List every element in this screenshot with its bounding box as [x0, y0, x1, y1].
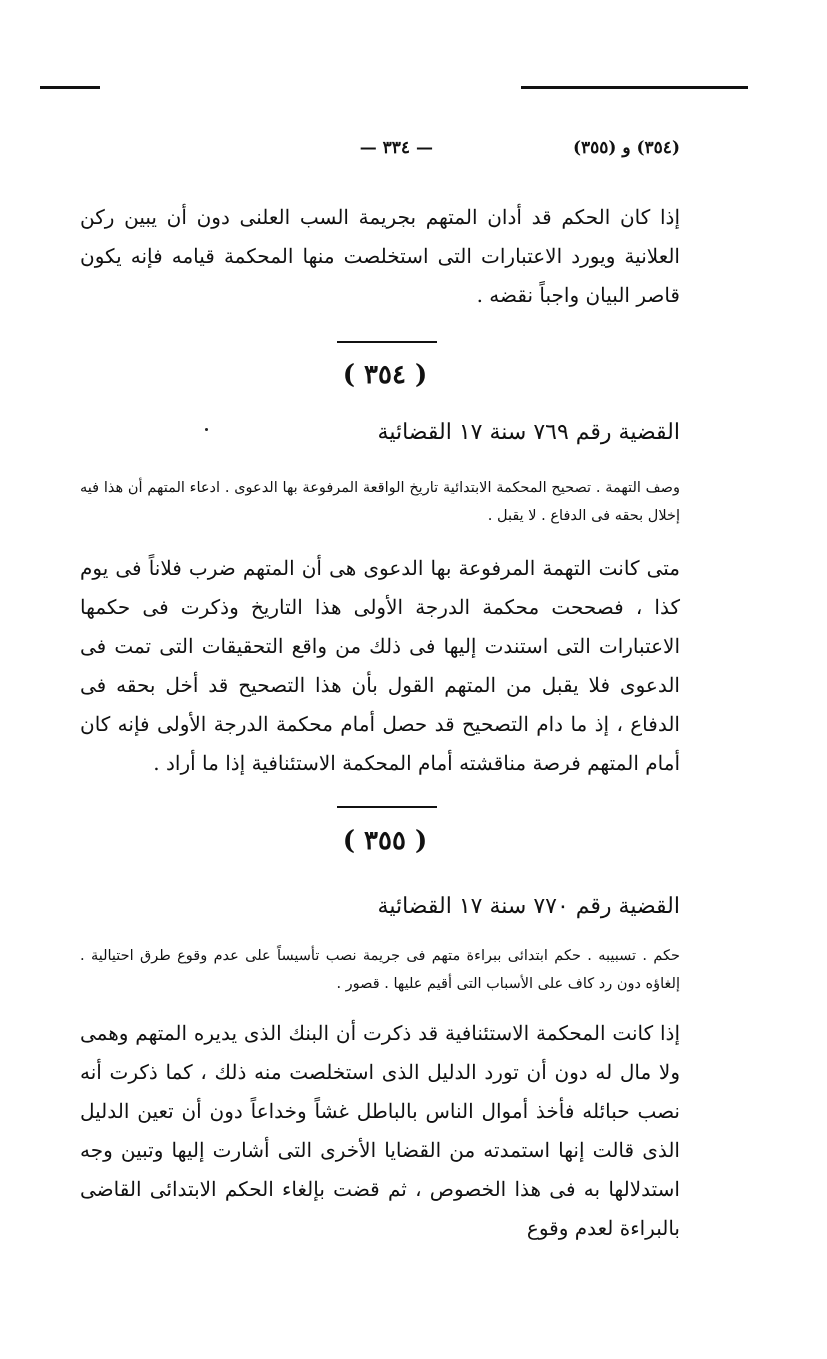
case-summary: حكم . تسبيبه . حكم ابتدائى ببراءة متهم فى جريمة نصب تأسيساً على عدم وقوع طرق احتيالية . إلغاؤه دون رد كاف على الأسباب التى أقيم عليها . قصور . — [80, 948, 680, 992]
section-number: ( ٣٥٤ ) — [342, 360, 428, 390]
top-rule-left — [40, 86, 100, 89]
section-number: ( ٣٥٥ ) — [342, 826, 428, 856]
section-divider — [337, 806, 437, 808]
case-body: متى كانت التهمة المرفوعة بها الدعوى هى أن المتهم ضرب فلاناً فى يوم كذا ، فصححت محكمة الدرجة الأولى هذا التاريخ وذكرت فى حكمها الاعتبارات التى استندت إليها فى ذلك من واقع التحقيقات التى تمت فى الدعوى فلا يقبل من المتهم القول بأن هذا التصحيح قد أخل بحقه فى الدفاع ، إذ ما دام التصحيح قد حصل أمام محكمة الدرجة الأولى فإنه كان أمام المتهم فرصة مناقشته أمام المحكمة الاستئنافية إذا ما أراد . — [80, 556, 680, 775]
page-number: — ٣٣٤ — — [359, 138, 433, 158]
case-summary: وصف التهمة . تصحيح المحكمة الابتدائية تاريخ الواقعة المرفوعة بها الدعوى . ادعاء المتهم أن هذا فيه إخلال بحقه فى الدفاع . لا يقبل . — [80, 480, 680, 524]
stray-dot — [205, 428, 208, 431]
intro-paragraph: إذا كان الحكم قد أدان المتهم بجريمة السب العلنى دون أن يبين ركن العلانية ويورد الاعتبارات التى استخلصت منها المحكمة قيامه فإنه يكون قاصر البيان واجباً نقضه . — [80, 205, 680, 307]
case-title: القضية رقم ٧٧٠ سنة ١٧ القضائية — [377, 894, 680, 919]
case-body: إذا كانت المحكمة الاستئنافية قد ذكرت أن البنك الذى يديره المتهم وهمى ولا مال له دون أن تورد الدليل الذى استخلصت منه ذلك ، كما ذكرت أنه نصب حبائله فأخذ أموال الناس بالباطل غشاً وخداعاً دون أن تعين الدليل الذى قالت إنها استمدته من القضايا الأخرى التى أشارت إليها وتبين وجه استدلالها به فى هذا الخصوص ، ثم قضت بإلغاء الحكم الابتدائى القاضى بالبراءة لعدم وقوع — [80, 1021, 680, 1240]
section-divider — [337, 341, 437, 343]
page-header — [80, 138, 680, 168]
case-title: القضية رقم ٧٦٩ سنة ١٧ القضائية — [377, 420, 680, 445]
top-rule-right — [521, 86, 748, 89]
section-reference: (٣٥٤) و (٣٥٥) — [572, 138, 680, 158]
